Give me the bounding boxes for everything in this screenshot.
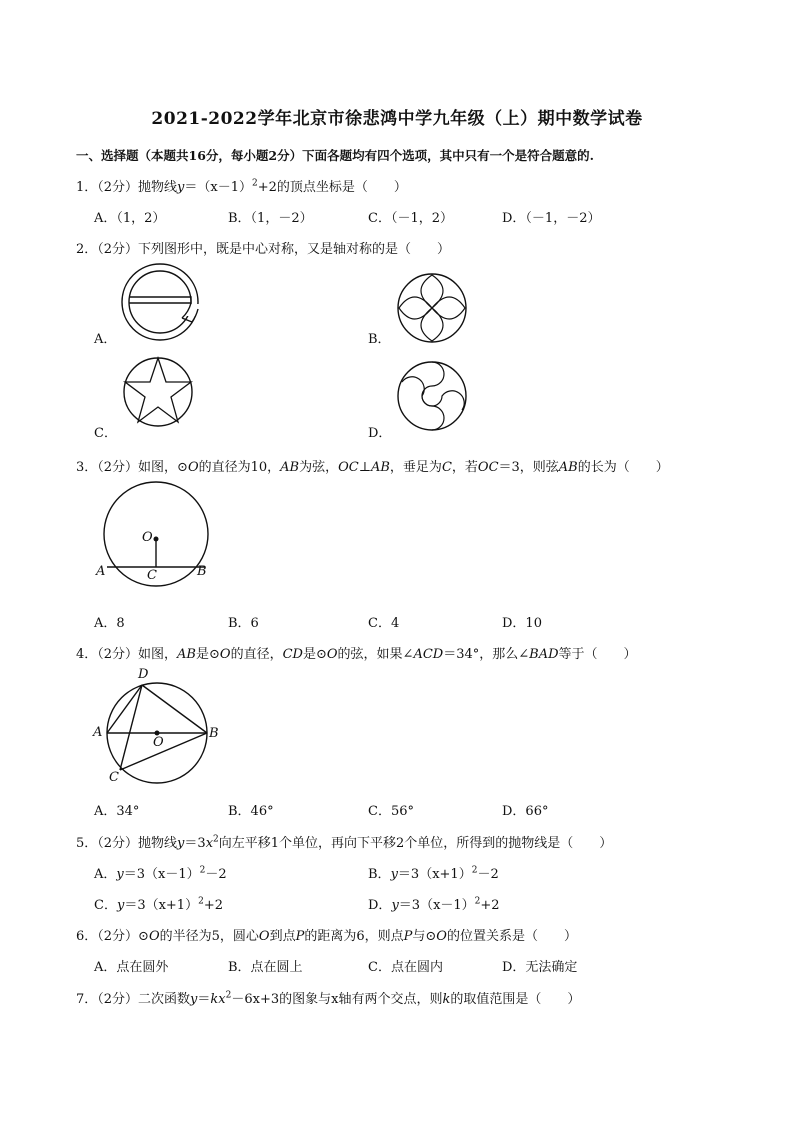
question-4-option-b[interactable]: B．46°: [228, 804, 274, 819]
question-1-option-a[interactable]: A．（1，2）: [94, 211, 166, 226]
question-1-option-b[interactable]: B．（1，－2）: [228, 211, 313, 226]
question-2-option-c[interactable]: C．: [94, 426, 117, 441]
question-3-option-b[interactable]: B．6: [228, 616, 259, 631]
figure-letter-e-circle: [120, 262, 200, 342]
label-o-q4: O: [153, 735, 164, 750]
question-5-option-b[interactable]: B．$y=3(x+1)^2-2$: [368, 865, 499, 882]
question-2-option-d[interactable]: D．: [368, 426, 392, 441]
question-1-option-d[interactable]: D．（－1，－2）: [502, 211, 601, 226]
section-heading: 一、选择题（本题共16分，每小题2分）下面各题均有四个选项，其中只有一个是符合题意的.: [76, 148, 594, 163]
question-6-option-b[interactable]: B．点在圆上: [228, 960, 303, 975]
question-4-option-a[interactable]: A．34°: [94, 804, 140, 819]
label-o: O: [142, 530, 153, 545]
question-6-option-d[interactable]: D．无法确定: [502, 960, 578, 975]
question-1-stem: 1．（2分）抛物线$y=(x-1)^2+2$的顶点坐标是（ ）: [76, 178, 407, 195]
label-b: B: [197, 564, 207, 579]
question-6-stem: 6．（2分）⊙O的半径为5，圆心O到点P的距离为6，则点P与⊙O的位置关系是（ ）: [76, 929, 577, 944]
question-4-option-d[interactable]: D．66°: [502, 804, 549, 819]
question-6-option-a[interactable]: A．点在圆外: [94, 960, 169, 975]
question-1-option-c[interactable]: C．（－1，2）: [368, 211, 453, 226]
question-2-option-b[interactable]: B．: [368, 332, 391, 347]
question-3-stem: 3．（2分）如图，⊙O的直径为10，AB为弦，OC⊥AB，垂足为C，若OC＝3，则弦AB的长为（ ）: [76, 460, 669, 475]
question-4-option-c[interactable]: C．56°: [368, 804, 414, 819]
question-5-option-d[interactable]: D．$y=3(x-1)^2+2$: [368, 896, 500, 913]
figure-star-circle: [122, 355, 194, 427]
label-c: C: [147, 568, 157, 583]
label-c-q4: C: [109, 770, 119, 785]
question-3-option-c[interactable]: C．4: [368, 616, 400, 631]
page-title: 2021-2022学年北京市徐悲鸿中学九年级（上）期中数学试卷: [151, 109, 643, 129]
label-a: A: [96, 564, 106, 579]
question-4-stem: 4．（2分）如图，AB是⊙O的直径，CD是⊙O的弦，如果∠ACD＝34°，那么∠BAD等于（ ）: [76, 647, 637, 662]
label-a-q4: A: [93, 725, 103, 740]
question-5-option-a[interactable]: A．$y=3(x-1)^2-2$: [94, 865, 227, 882]
question-7-stem: 7．（2分）二次函数$y=kx^2-6x+3$的图象与x轴有两个交点，则k的取值范围是（ ）: [76, 990, 581, 1007]
question-2-option-a[interactable]: A．: [94, 332, 117, 347]
question-2-stem: 2．（2分）下列图形中，既是中心对称，又是轴对称的是（ ）: [76, 242, 451, 257]
question-6-option-c[interactable]: C．点在圆内: [368, 960, 443, 975]
question-5-option-c[interactable]: C．$y=3(x+1)^2+2$: [94, 896, 223, 913]
question-5-stem: 5．（2分）抛物线$y=3x^2$向左平移1个单位，再向下平移2个单位，所得到的抛物线是（ ）: [76, 834, 613, 851]
figure-swirl-circle: [396, 360, 468, 432]
question-3-option-d[interactable]: D．10: [502, 616, 542, 631]
question-3-option-a[interactable]: A．8: [94, 616, 125, 631]
label-d: D: [138, 667, 149, 682]
label-b-q4: B: [209, 726, 219, 741]
figure-four-petal-circle: [396, 272, 468, 344]
